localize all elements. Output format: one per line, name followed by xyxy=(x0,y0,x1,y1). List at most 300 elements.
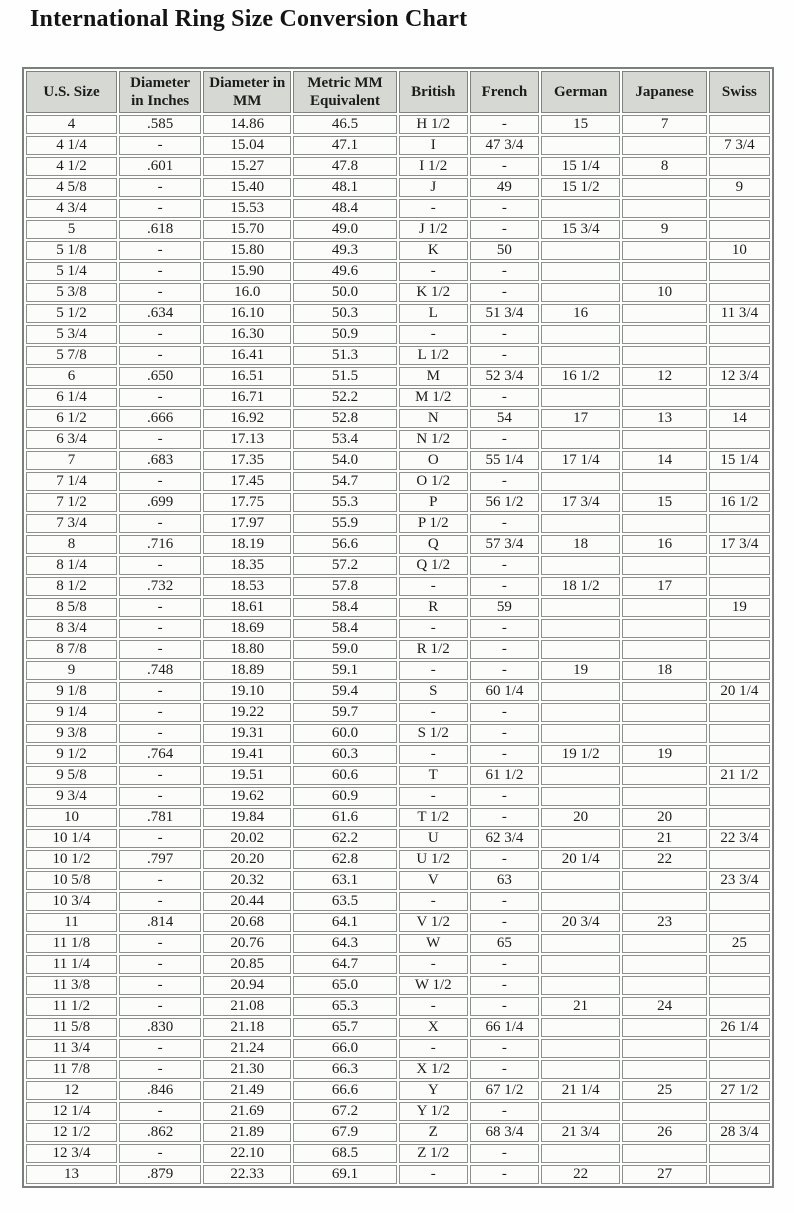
cell xyxy=(541,199,620,218)
cell: 50.9 xyxy=(293,325,396,344)
cell: 65.3 xyxy=(293,997,396,1016)
cell xyxy=(622,472,706,491)
cell: 26 xyxy=(622,1123,706,1142)
cell: 16 xyxy=(622,535,706,554)
cell: 66.6 xyxy=(293,1081,396,1100)
table-row xyxy=(26,388,770,407)
cell: 7 3/4 xyxy=(709,136,770,155)
cell xyxy=(709,325,770,344)
cell: 15.40 xyxy=(203,178,291,197)
table-row xyxy=(26,157,770,176)
cell: - xyxy=(119,829,201,848)
cell: 7 1/2 xyxy=(26,493,117,512)
cell: 46.5 xyxy=(293,115,396,134)
table-row xyxy=(26,325,770,344)
cell: 20.32 xyxy=(203,871,291,890)
cell: .830 xyxy=(119,1018,201,1037)
cell: 7 1/4 xyxy=(26,472,117,491)
cell xyxy=(541,829,620,848)
cell xyxy=(709,1165,770,1184)
cell: - xyxy=(119,871,201,890)
cell: - xyxy=(119,1144,201,1163)
cell: - xyxy=(399,1039,468,1058)
cell: T xyxy=(399,766,468,785)
cell xyxy=(541,703,620,722)
cell xyxy=(709,514,770,533)
cell: 8 1/4 xyxy=(26,556,117,575)
column-header-us-size: U.S. Size xyxy=(26,71,117,113)
cell: 8 xyxy=(622,157,706,176)
cell: 20.02 xyxy=(203,829,291,848)
table-row xyxy=(26,871,770,890)
cell: 21.49 xyxy=(203,1081,291,1100)
cell: 11 xyxy=(26,913,117,932)
cell xyxy=(541,724,620,743)
cell: .601 xyxy=(119,157,201,176)
cell: .683 xyxy=(119,451,201,470)
cell xyxy=(709,955,770,974)
cell: N 1/2 xyxy=(399,430,468,449)
cell: P xyxy=(399,493,468,512)
cell: 18.53 xyxy=(203,577,291,596)
cell: 10 5/8 xyxy=(26,871,117,890)
cell: 57.2 xyxy=(293,556,396,575)
table-row xyxy=(26,304,770,323)
cell: 14 xyxy=(622,451,706,470)
cell: X 1/2 xyxy=(399,1060,468,1079)
table-row xyxy=(26,1165,770,1184)
cell: - xyxy=(119,178,201,197)
column-header-german: German xyxy=(541,71,620,113)
cell: 60.0 xyxy=(293,724,396,743)
cell: 15 1/4 xyxy=(709,451,770,470)
cell xyxy=(622,136,706,155)
cell: 68.5 xyxy=(293,1144,396,1163)
cell: .732 xyxy=(119,577,201,596)
cell: .634 xyxy=(119,304,201,323)
cell: 11 1/2 xyxy=(26,997,117,1016)
cell: - xyxy=(470,577,539,596)
cell: 5 1/8 xyxy=(26,241,117,260)
cell: Q 1/2 xyxy=(399,556,468,575)
cell xyxy=(709,976,770,995)
cell: - xyxy=(470,514,539,533)
cell: 10 3/4 xyxy=(26,892,117,911)
cell: 21 xyxy=(541,997,620,1016)
cell: 63.5 xyxy=(293,892,396,911)
cell: - xyxy=(470,157,539,176)
cell: 20.76 xyxy=(203,934,291,953)
cell: 18.19 xyxy=(203,535,291,554)
cell xyxy=(622,871,706,890)
cell: 4 5/8 xyxy=(26,178,117,197)
cell: - xyxy=(399,199,468,218)
cell: 18.80 xyxy=(203,640,291,659)
cell: - xyxy=(399,661,468,680)
cell: .748 xyxy=(119,661,201,680)
table-row xyxy=(26,367,770,386)
cell: 21 1/4 xyxy=(541,1081,620,1100)
cell: 66 1/4 xyxy=(470,1018,539,1037)
cell: 17 xyxy=(541,409,620,428)
cell xyxy=(541,1018,620,1037)
cell: 65.0 xyxy=(293,976,396,995)
cell: 9 xyxy=(26,661,117,680)
cell: - xyxy=(399,745,468,764)
cell: 18.61 xyxy=(203,598,291,617)
cell: T 1/2 xyxy=(399,808,468,827)
cell: 19.22 xyxy=(203,703,291,722)
cell: 60 1/4 xyxy=(470,682,539,701)
cell: U xyxy=(399,829,468,848)
cell: - xyxy=(470,430,539,449)
cell: 6 3/4 xyxy=(26,430,117,449)
cell: 68 3/4 xyxy=(470,1123,539,1142)
cell: - xyxy=(399,1165,468,1184)
cell: 62 3/4 xyxy=(470,829,539,848)
cell: 16.10 xyxy=(203,304,291,323)
cell xyxy=(622,388,706,407)
cell: - xyxy=(119,1060,201,1079)
cell: - xyxy=(470,388,539,407)
cell: - xyxy=(119,766,201,785)
cell: 10 xyxy=(622,283,706,302)
cell: - xyxy=(119,619,201,638)
cell: 48.4 xyxy=(293,199,396,218)
cell: 19.10 xyxy=(203,682,291,701)
cell: 17.35 xyxy=(203,451,291,470)
cell: 18 xyxy=(622,661,706,680)
cell xyxy=(541,1039,620,1058)
cell xyxy=(709,283,770,302)
cell: 15.70 xyxy=(203,220,291,239)
cell: 18.35 xyxy=(203,556,291,575)
cell: W 1/2 xyxy=(399,976,468,995)
cell: 15.80 xyxy=(203,241,291,260)
cell: 24 xyxy=(622,997,706,1016)
cell: 5 3/8 xyxy=(26,283,117,302)
cell xyxy=(541,955,620,974)
cell: 56.6 xyxy=(293,535,396,554)
cell: - xyxy=(119,262,201,281)
cell: 17 3/4 xyxy=(541,493,620,512)
table-row xyxy=(26,1081,770,1100)
cell xyxy=(709,745,770,764)
cell: 12 3/4 xyxy=(26,1144,117,1163)
cell: - xyxy=(119,724,201,743)
cell: - xyxy=(470,115,539,134)
cell: 54.0 xyxy=(293,451,396,470)
cell: 51.3 xyxy=(293,346,396,365)
cell: .862 xyxy=(119,1123,201,1142)
cell: 15.27 xyxy=(203,157,291,176)
cell xyxy=(622,598,706,617)
cell: - xyxy=(470,1165,539,1184)
cell xyxy=(709,892,770,911)
cell: .699 xyxy=(119,493,201,512)
cell: - xyxy=(119,430,201,449)
cell: 21 xyxy=(622,829,706,848)
cell: 52.8 xyxy=(293,409,396,428)
cell: 21.18 xyxy=(203,1018,291,1037)
cell xyxy=(709,997,770,1016)
cell: 9 1/8 xyxy=(26,682,117,701)
cell: 65 xyxy=(470,934,539,953)
cell: K 1/2 xyxy=(399,283,468,302)
cell: - xyxy=(119,892,201,911)
cell: .797 xyxy=(119,850,201,869)
page-title: International Ring Size Conversion Chart xyxy=(30,6,468,32)
column-header-diameter-inches: Diameter in Inches xyxy=(119,71,201,113)
table-row xyxy=(26,409,770,428)
cell xyxy=(622,1060,706,1079)
cell: - xyxy=(399,619,468,638)
cell xyxy=(709,850,770,869)
table-row xyxy=(26,892,770,911)
cell: - xyxy=(399,997,468,1016)
cell: Z 1/2 xyxy=(399,1144,468,1163)
cell: S xyxy=(399,682,468,701)
cell: 11 1/4 xyxy=(26,955,117,974)
cell xyxy=(709,346,770,365)
cell xyxy=(541,892,620,911)
cell xyxy=(541,556,620,575)
cell: N xyxy=(399,409,468,428)
cell: - xyxy=(470,220,539,239)
cell: - xyxy=(119,787,201,806)
cell xyxy=(709,556,770,575)
table-row xyxy=(26,703,770,722)
cell xyxy=(622,1018,706,1037)
table-row xyxy=(26,262,770,281)
cell: 64.7 xyxy=(293,955,396,974)
column-header-french: French xyxy=(470,71,539,113)
cell xyxy=(622,724,706,743)
cell: 52.2 xyxy=(293,388,396,407)
cell: 13 xyxy=(26,1165,117,1184)
cell: 16 1/2 xyxy=(709,493,770,512)
cell: - xyxy=(470,955,539,974)
cell: .846 xyxy=(119,1081,201,1100)
table-row xyxy=(26,1144,770,1163)
cell xyxy=(541,388,620,407)
cell: 60.6 xyxy=(293,766,396,785)
cell: 12 xyxy=(26,1081,117,1100)
cell: 21.69 xyxy=(203,1102,291,1121)
cell: 62.8 xyxy=(293,850,396,869)
cell: - xyxy=(119,514,201,533)
cell: I 1/2 xyxy=(399,157,468,176)
cell: 17.13 xyxy=(203,430,291,449)
cell: - xyxy=(470,787,539,806)
cell: 19.84 xyxy=(203,808,291,827)
cell: 27 xyxy=(622,1165,706,1184)
cell: 8 3/4 xyxy=(26,619,117,638)
table-body xyxy=(26,115,770,1184)
cell: 63.1 xyxy=(293,871,396,890)
cell: - xyxy=(119,934,201,953)
table-row xyxy=(26,472,770,491)
table-row xyxy=(26,535,770,554)
cell: 8 1/2 xyxy=(26,577,117,596)
table-row xyxy=(26,1102,770,1121)
cell xyxy=(622,262,706,281)
cell xyxy=(709,157,770,176)
cell: 15.53 xyxy=(203,199,291,218)
cell: R 1/2 xyxy=(399,640,468,659)
cell: 61.6 xyxy=(293,808,396,827)
cell: - xyxy=(470,850,539,869)
table-row xyxy=(26,913,770,932)
cell: 14 xyxy=(709,409,770,428)
cell: - xyxy=(470,325,539,344)
cell: 20 3/4 xyxy=(541,913,620,932)
cell: Y xyxy=(399,1081,468,1100)
cell: - xyxy=(470,997,539,1016)
cell xyxy=(541,262,620,281)
table-row xyxy=(26,997,770,1016)
cell: 9 1/2 xyxy=(26,745,117,764)
cell: 15.04 xyxy=(203,136,291,155)
cell: - xyxy=(119,976,201,995)
cell: 5 xyxy=(26,220,117,239)
column-header-swiss: Swiss xyxy=(709,71,770,113)
cell: 23 xyxy=(622,913,706,932)
cell: 18.69 xyxy=(203,619,291,638)
cell: 20.44 xyxy=(203,892,291,911)
cell: - xyxy=(119,1039,201,1058)
cell: 11 3/4 xyxy=(709,304,770,323)
cell: 16.71 xyxy=(203,388,291,407)
cell xyxy=(709,199,770,218)
cell: .618 xyxy=(119,220,201,239)
cell: 12 3/4 xyxy=(709,367,770,386)
cell: 11 7/8 xyxy=(26,1060,117,1079)
cell: - xyxy=(470,1102,539,1121)
cell: 47 3/4 xyxy=(470,136,539,155)
cell: 67.2 xyxy=(293,1102,396,1121)
cell: - xyxy=(470,346,539,365)
cell xyxy=(541,787,620,806)
cell: 59 xyxy=(470,598,539,617)
cell xyxy=(541,514,620,533)
table-row xyxy=(26,220,770,239)
cell xyxy=(622,430,706,449)
cell: 51 3/4 xyxy=(470,304,539,323)
cell: 47.8 xyxy=(293,157,396,176)
cell xyxy=(622,892,706,911)
cell: J xyxy=(399,178,468,197)
cell: - xyxy=(119,556,201,575)
cell xyxy=(709,472,770,491)
table-row xyxy=(26,955,770,974)
cell: 22.33 xyxy=(203,1165,291,1184)
cell xyxy=(622,682,706,701)
table-row xyxy=(26,850,770,869)
cell: 54 xyxy=(470,409,539,428)
cell: 8 xyxy=(26,535,117,554)
cell: 21.89 xyxy=(203,1123,291,1142)
cell xyxy=(541,598,620,617)
table-row xyxy=(26,724,770,743)
table-row xyxy=(26,115,770,134)
cell xyxy=(709,262,770,281)
cell: 13 xyxy=(622,409,706,428)
cell: 57 3/4 xyxy=(470,535,539,554)
cell: - xyxy=(119,136,201,155)
cell: 9 5/8 xyxy=(26,766,117,785)
cell: 12 xyxy=(622,367,706,386)
cell: 20 1/4 xyxy=(541,850,620,869)
cell xyxy=(541,976,620,995)
cell: 21.30 xyxy=(203,1060,291,1079)
cell: 20 xyxy=(541,808,620,827)
cell: 63 xyxy=(470,871,539,890)
cell: 16.0 xyxy=(203,283,291,302)
cell: - xyxy=(119,1102,201,1121)
table-row xyxy=(26,976,770,995)
cell: - xyxy=(399,325,468,344)
table-row xyxy=(26,661,770,680)
cell xyxy=(709,808,770,827)
cell: .650 xyxy=(119,367,201,386)
cell: - xyxy=(399,955,468,974)
cell xyxy=(541,871,620,890)
cell xyxy=(622,766,706,785)
cell: L 1/2 xyxy=(399,346,468,365)
column-header-british: British xyxy=(399,71,468,113)
cell: 5 3/4 xyxy=(26,325,117,344)
cell: 18 1/2 xyxy=(541,577,620,596)
cell: .585 xyxy=(119,115,201,134)
cell: 26 1/4 xyxy=(709,1018,770,1037)
cell: - xyxy=(119,640,201,659)
cell xyxy=(709,430,770,449)
table-row xyxy=(26,1039,770,1058)
cell: - xyxy=(119,472,201,491)
cell: 8 7/8 xyxy=(26,640,117,659)
cell: - xyxy=(470,1144,539,1163)
cell: 50.3 xyxy=(293,304,396,323)
cell: - xyxy=(470,1039,539,1058)
cell xyxy=(709,220,770,239)
cell xyxy=(622,955,706,974)
cell xyxy=(709,1144,770,1163)
cell: - xyxy=(470,262,539,281)
cell: 57.8 xyxy=(293,577,396,596)
cell: 5 1/2 xyxy=(26,304,117,323)
cell: 56 1/2 xyxy=(470,493,539,512)
cell: 12 1/4 xyxy=(26,1102,117,1121)
cell: 22 3/4 xyxy=(709,829,770,848)
cell xyxy=(709,640,770,659)
cell: 6 1/4 xyxy=(26,388,117,407)
cell: 15 1/2 xyxy=(541,178,620,197)
cell: K xyxy=(399,241,468,260)
cell: H 1/2 xyxy=(399,115,468,134)
cell: 7 3/4 xyxy=(26,514,117,533)
cell: 22 xyxy=(622,850,706,869)
cell: 5 1/4 xyxy=(26,262,117,281)
table-row xyxy=(26,934,770,953)
cell xyxy=(541,1060,620,1079)
cell: 10 xyxy=(709,241,770,260)
cell: L xyxy=(399,304,468,323)
cell: 17 1/4 xyxy=(541,451,620,470)
cell: - xyxy=(470,976,539,995)
cell: 11 5/8 xyxy=(26,1018,117,1037)
cell xyxy=(622,178,706,197)
